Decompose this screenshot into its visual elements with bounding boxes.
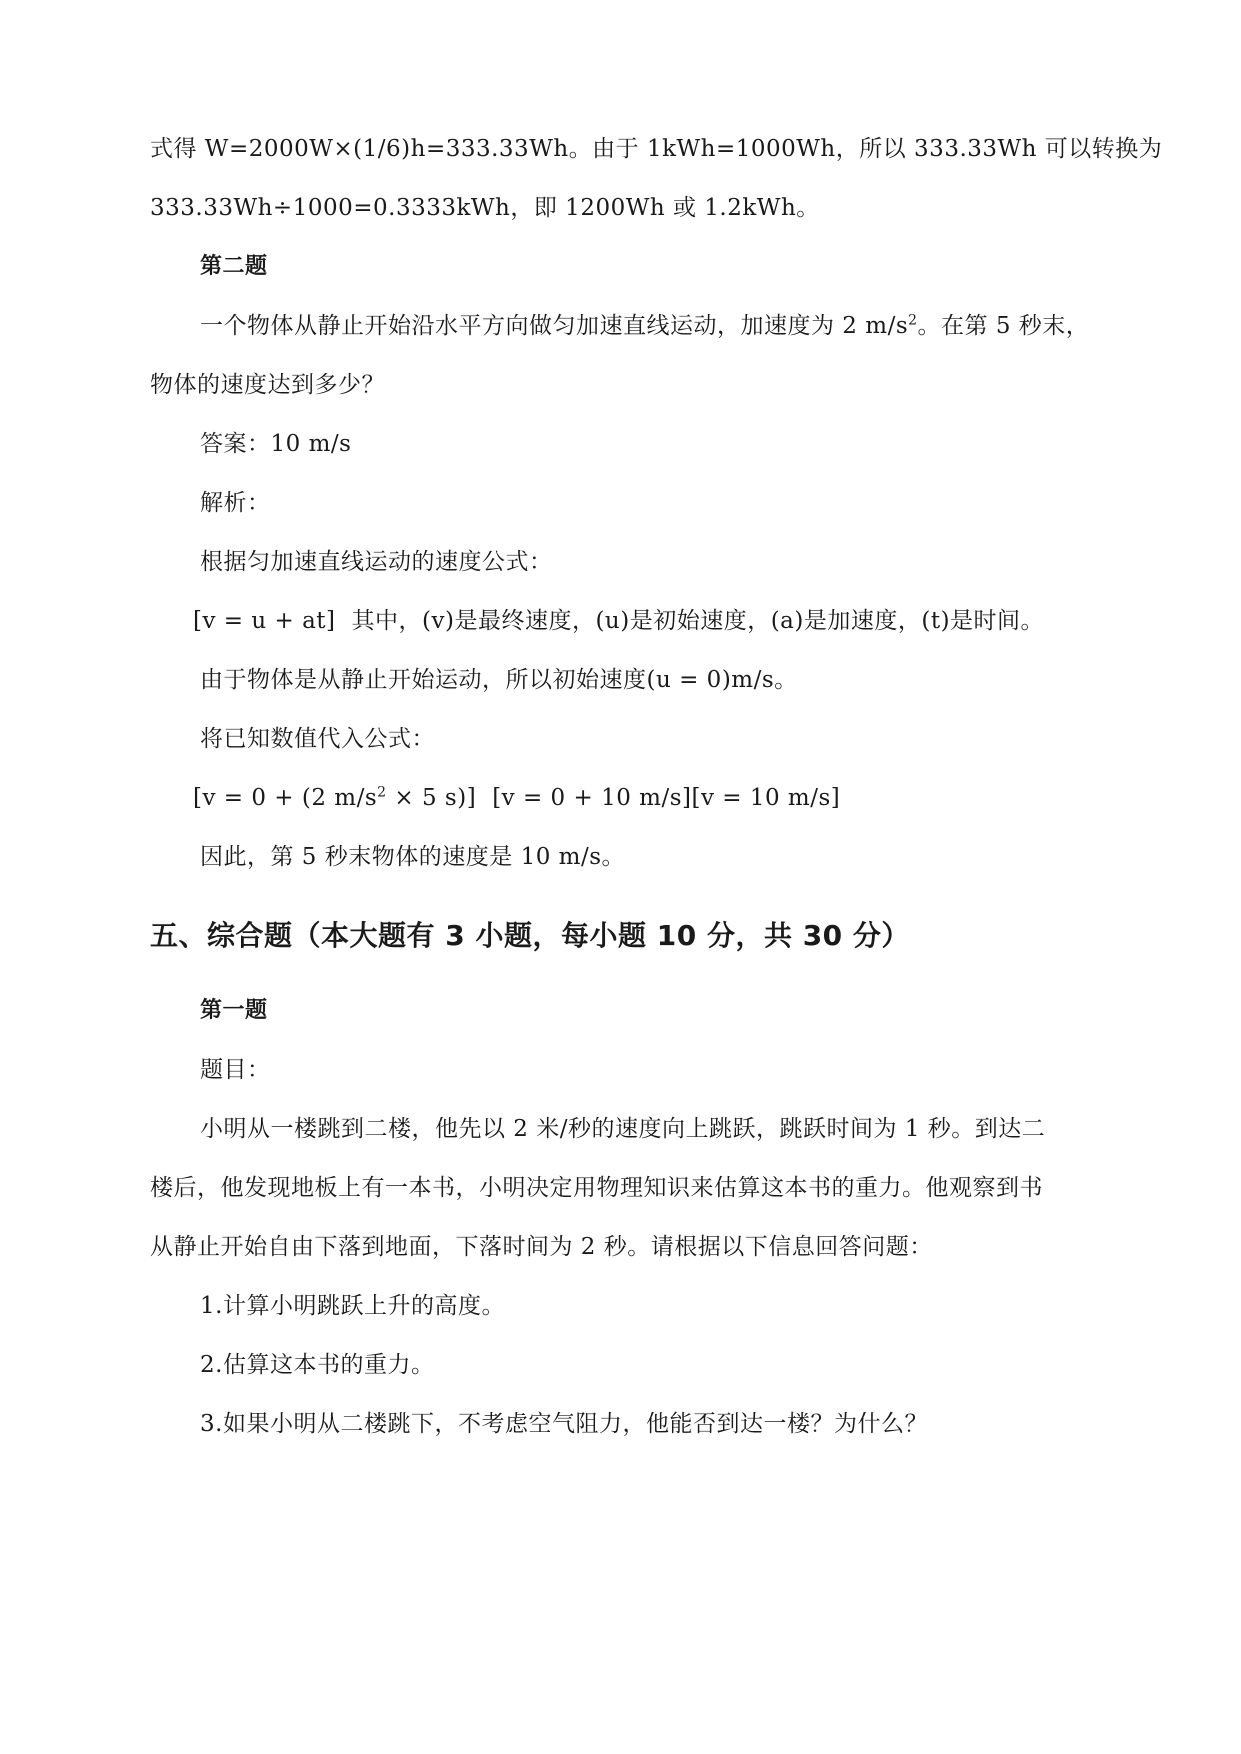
substitute-intro: 将已知数值代入公式：: [200, 726, 435, 752]
question-2-title: 第二题: [200, 254, 268, 279]
question-2-text-line-2: 物体的速度达到多少？: [150, 372, 385, 398]
calculation-part-c: [v = 0 + 10 m/s][v = 10 m/s]: [492, 785, 841, 811]
question-2-conclusion: 因此，第 5 秒末物体的速度是 10 m/s。: [200, 844, 626, 870]
sub-question-2: 2.估算这本书的重力。: [200, 1352, 435, 1378]
calculation-line: [193, 783, 840, 813]
superscript-two: 2: [908, 312, 918, 329]
section-five-question-1-body-line-2: 楼后，他发现地板上有一本书，小明决定用物理知识来估算这本书的重力。他观察到书: [150, 1175, 1043, 1201]
section-five-heading: 五、综合题（本大题有 3 小题，每小题 10 分，共 30 分）: [150, 919, 910, 952]
question-2-text-part-a: 一个物体从静止开始沿水平方向做匀加速直线运动，加速度为 2 m/s: [200, 313, 909, 339]
question-2-answer: 答案：10 m/s: [200, 431, 352, 457]
formula-explanation: 其中，(v)是最终速度，(u)是初始速度，(a)是加速度，(t)是时间。: [351, 608, 1045, 634]
velocity-formula: [v = u + at]: [193, 608, 336, 634]
section-five-question-1-body-line-1: 小明从一楼跳到二楼，他先以 2 米/秒的速度向上跳跃，跳跃时间为 1 秒。到达二: [200, 1116, 1046, 1142]
section-five-question-1-body-line-3: 从静止开始自由下落到地面，下落时间为 2 秒。请根据以下信息回答问题：: [150, 1234, 933, 1260]
question-2-text-part-b: 。在第 5 秒末，: [917, 313, 1090, 339]
formula-line: [193, 606, 1044, 636]
section-five-question-1-label: 题目：: [200, 1057, 271, 1083]
section-five-question-1-title: 第一题: [200, 998, 268, 1023]
formula-intro: 根据匀加速直线运动的速度公式：: [200, 549, 553, 575]
initial-condition: 由于物体是从静止开始运动，所以初始速度(u = 0)m/s。: [200, 667, 798, 693]
previous-answer-line-2: 333.33Wh÷1000=0.3333kWh，即 1200Wh 或 1.2kWh。: [150, 195, 820, 221]
calculation-superscript: 2: [377, 784, 387, 801]
calculation-part-b: × 5 s)]: [386, 785, 477, 811]
sub-question-3: 3.如果小明从二楼跳下，不考虑空气阻力，他能否到达一楼？为什么？: [200, 1411, 928, 1437]
question-2-text-line-1: [200, 311, 1089, 341]
previous-answer-line-1: 式得 W=2000W×(1/6)h=333.33Wh。由于 1kWh=1000Wh，所以 333.33Wh 可以转换为: [150, 136, 1163, 162]
question-2-analysis-label: 解析：: [200, 490, 271, 516]
sub-question-1: 1.计算小明跳跃上升的高度。: [200, 1293, 505, 1319]
calculation-part-a: [v = 0 + (2 m/s: [193, 785, 378, 811]
